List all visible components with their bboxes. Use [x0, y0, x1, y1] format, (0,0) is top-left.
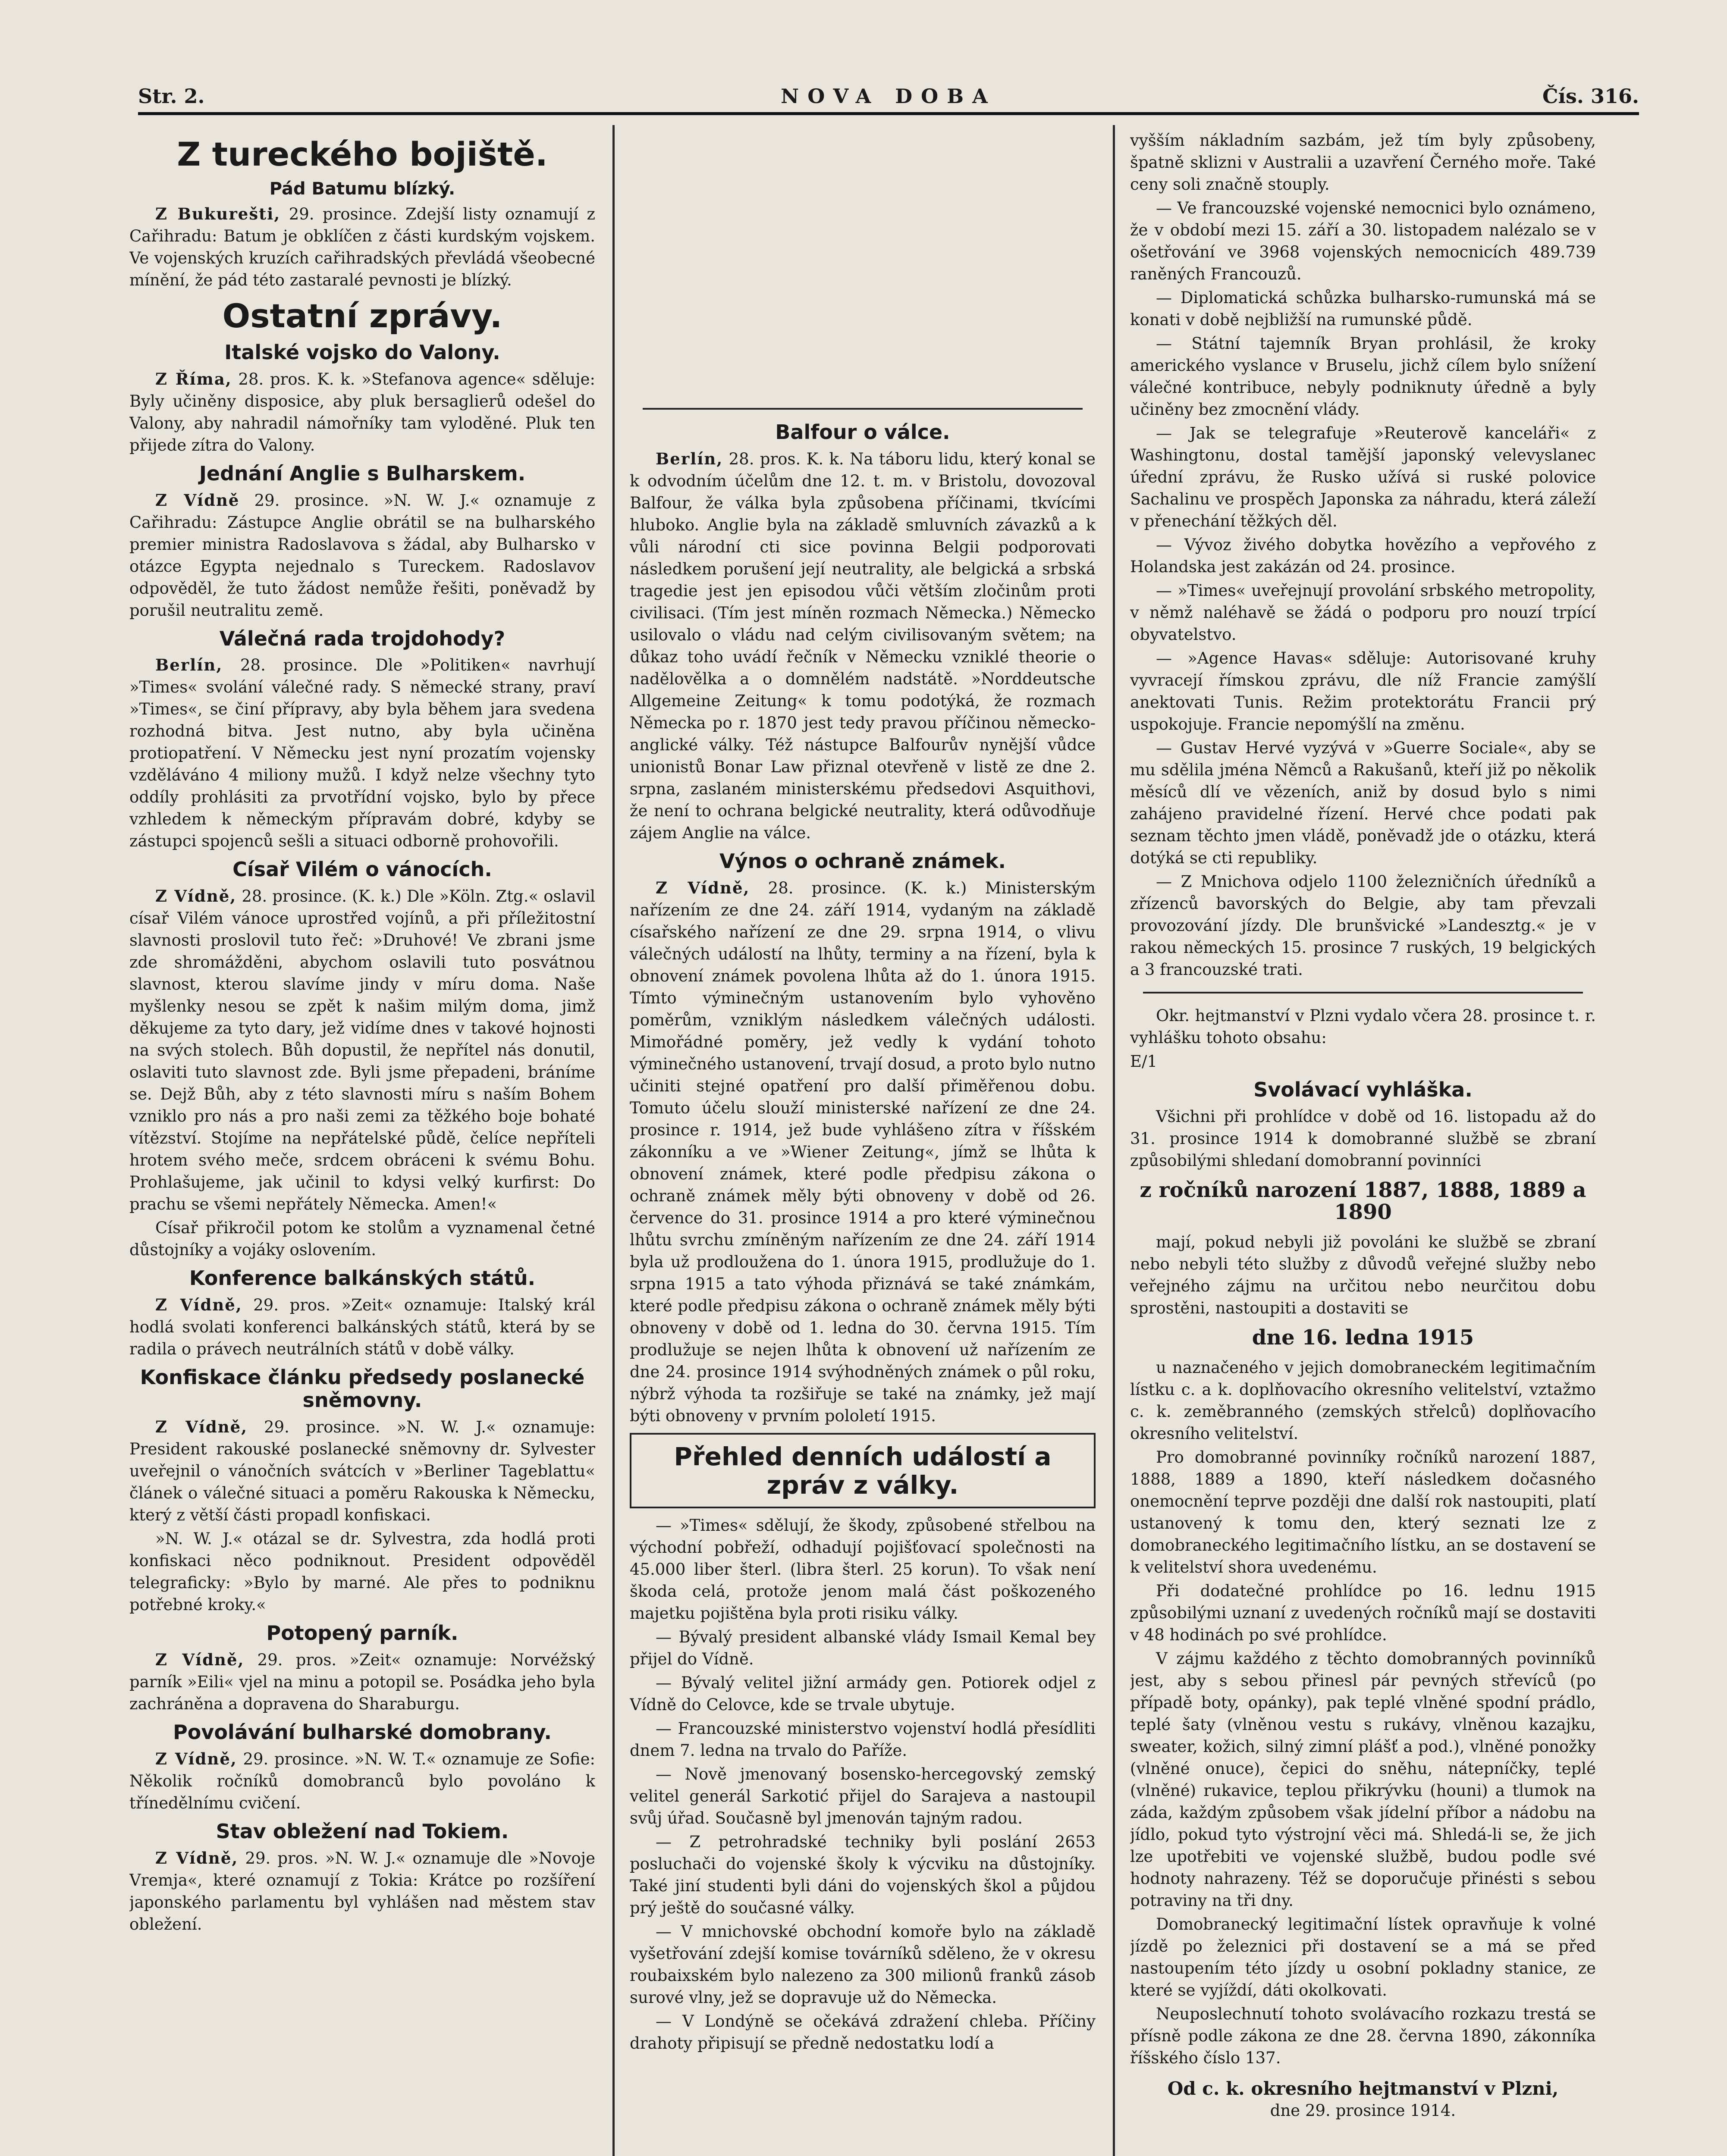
page-number: Str. 2.	[138, 85, 205, 108]
list-item: — V Londýně se očekává zdražení chleba. Příčiny drahoty připisují se předně nedostatku lodí a	[630, 2012, 1096, 2053]
article-title: Povolávání bulharské domobrany.	[173, 1720, 552, 1744]
article-trademarks	[630, 850, 1096, 1427]
section-title: Ostatní zprávy.	[222, 297, 502, 335]
daily-overview-continued	[1130, 129, 1596, 981]
notice-body: Všichni při prohlídce v době od 16. listopadu až do 31. prosince 1914 k domobranné službě se zbraní způsobilými shledaní domobranní povinníci	[1130, 1107, 1596, 1170]
list-item: — »Times« sdělují, že škody, způsobené střelbou na východní pobřeží, odhadují pojišťovací společnosti na 45.000 liber šterl. (libra šterl. 25 korun). To však není škoda celá, protože jenom malá část poškozeného majetku pojištěna byla proti risiku války.	[630, 1516, 1096, 1623]
article-title: Císař Vilém o vánocích.	[232, 858, 492, 881]
list-item: — Z Mnichova odjelo 1100 železničních úředníků a zřízenců bavorských do Belgie, aby tam převzali provozování jízdy. Dle brunšvické »Landesztg.« je v rakou německých 15. prosince 7 ruských, 19 belgických a 3 francouzské trati.	[1130, 872, 1596, 979]
notice-body: mají, pokud nebyli již povoláni ke službě se zbraní nebo nebyli této služby z důvodů veřejné služby nebo veřejného zájmu na určitou nebo neurčitou dobu sprostěni, nastoupiti a dostaviti se	[1130, 1232, 1596, 1317]
article-body: Z Vídně, 29. pros. »Zeit« oznamuje: Norvéžský parník »Eili« vjel na minu a potopil se. Posádka jeho byla zachráněna a dopravena do Sharaburgu.	[129, 1650, 595, 1713]
list-item: vyšším nákladním sazbám, jež tím byly způsobeny, špatně sklizni v Australii a uzavření Černého moře. Také ceny soli značně stouply.	[1130, 131, 1596, 194]
list-item: — Ve francouzské vojenské nemocnici bylo oznámeno, že v období mezi 15. září a 30. listopadem nalézalo se v ošetřování ve 3968 vojenských nemocnicích 489.739 raněných Francouzů.	[1130, 199, 1596, 283]
notice-signature-date: dne 29. prosince 1914.	[1270, 2101, 1456, 2120]
mobilization-notice	[1130, 1005, 1596, 2122]
article-subtitle: Pád Batumu blízký.	[269, 179, 455, 199]
article-title: Potopený parník.	[266, 1621, 458, 1645]
article-england-bulgaria	[129, 462, 595, 621]
article-italian-army	[129, 341, 595, 456]
article-body: Z Vídně, 29. prosince. »N. W. T.« oznamuje ze Sofie: Několik ročníků domobranců bylo povoláno k třínedělnímu cvičení.	[129, 1749, 595, 1812]
daily-overview-heading	[630, 1433, 1096, 1508]
divider	[643, 408, 1083, 410]
list-item: — Z petrohradské techniky byli poslání 2653 posluchači do vojenské školy k výcviku na důstojníky. Také jiní studenti byli dáni do vojenských škol a půjdou prý ještě do současné války.	[630, 1833, 1096, 1918]
newspaper-title: NOVA DOBA	[781, 85, 996, 108]
notice-signature: Od c. k. okresního hejtmanství v Plzni,	[1167, 2078, 1559, 2099]
ad-space	[630, 129, 1096, 397]
section-title: Přehled denních událostí a zpráv z války.	[674, 1442, 1052, 1500]
list-item: — Jak se telegrafuje »Reuterově kanceláři« z Washingtonu, dostal tamější japonský velevyslanec úřední zprávu, že Rusko užívá si ruské polovice Sachalinu ve prospěch Japonska za náhradu, která záleží v přenechání těžkých děl.	[1130, 424, 1596, 530]
page-header	[138, 82, 1639, 115]
article-bulgarian-reserves	[129, 1721, 595, 1814]
article-body: Z Bukurešti, 29. prosince. Zdejší listy oznamují z Cařihradu: Batum je obklíčen z části kurdským vojskem. Ve vojenských kruzích cařihradských převládá všeobecné mínění, že pád této zastaralé pevnosti je blízký.	[129, 204, 595, 290]
list-item: — Bývalý president albanské vlády Ismail Kemal bey přijel do Vídně.	[630, 1628, 1096, 1669]
article-body: Z Říma, 28. pros. K. k. »Stefanova agence« sděluje: Byly učiněny disposice, aby pluk bersaglierů odešel do Valony, aby nahradil námořníky tam vyloděné. Pluk ten přijede zítra do Valony.	[129, 369, 595, 454]
article-body: Berlín, 28. pros. K. k. Na táboru lidu, který konal se k odvodním účelům dne 12. t. m. v Bristolu, dovozoval Balfour, že válka byla způsobena příčinami, tkvícími hluboko. Anglie byla na základě smluvních závazků a k vůli národní cti sice povinna Belgii podporovati následkem porušení její neutrality, ale belgická a srbská tragedie jest jen episodou vůči větším zločinům proti civilisaci. (Tím jest míněn rozmach Německa.) Německo usilovalo o vládu nad celým civilisovaným světem; na důkaz toho uvádí řečník v Německu vzniklé theorie o nadělovělka a o domnělém nadstátě. »Norddeutsche Allgemeine Zeitung« k tomu podotýká, že rozmach Německa po r. 1870 jest tedy pravou příčinou německo-anglické války. Též nástupce Balfourův nynější vůdce unionistů Bonar Law přiznal otevřeně v listě ze dne 2. srpna, zaslaném ministerskému předsedovi Asquithovi, že není to ochrana belgické neutrality, která odůvodňuje zájem Anglie na válce.	[630, 449, 1096, 842]
article-balfour	[630, 421, 1096, 844]
notice-title: Svolávací vyhláška.	[1253, 1078, 1473, 1101]
divider	[1143, 992, 1583, 993]
list-item: — Státní tajemník Bryan prohlásil, že kroky amerického vyslance v Bruselu, jichž cílem bylo snížení válečné kontribuce, nebyly podniknuty úředně a byly učiněny bez zmocnění vlády.	[1130, 334, 1596, 419]
column-rule	[1113, 125, 1115, 2156]
article-title: Balfour o válce.	[775, 420, 950, 444]
notice-date: dne 16. ledna 1915	[1252, 1325, 1474, 1350]
article-title: Konfiskace článku předsedy poslanecké sněmovny.	[140, 1366, 585, 1412]
list-item: — Francouzské ministerstvo vojenství hodlá přesídliti dnem 7. ledna na trvalo do Paříže.	[630, 1719, 1096, 1760]
notice-body: Domobranecký legitimační lístek opravňuje k volné jízdě po železnici při dostavení se a má se před nastoupením této jízdy u osobní pokladny stanice, ze které se vyjíždí, dáti okolkovati.	[1130, 1915, 1596, 1999]
article-title: Výnos o ochraně známek.	[719, 849, 1006, 873]
article-body: Z Vídně, 29. pros. »Zeit« oznamuje: Italský král hodlá svolati konferenci balkánských států, která by se radila o právech neutrálních států v době války.	[129, 1295, 595, 1359]
article-turkish-front	[129, 135, 595, 291]
column-1	[129, 129, 595, 2156]
column-rule	[612, 125, 615, 2156]
article-body: Z Vídně, 28. prosince. (K. k.) Ministerským nařízením ze dne 24. září 1914, vydaným na základě císařského nařízení ze dne 29. srpna 1914, o vlivu válečných událostí na lhůty, terminy a na řízení, byla k obnovení známek povolena lhůta až do 1. února 1915. Tímto výminečným ustanovením bylo vyhověno poměrům, vzniklým následkem válečných události. Mimořádné poměry, jež vedly k vydání tohoto výminečného ustanovení, trvají dosud, a proto bylo nutno učiniti stejné opatření pro další přiměřenou dobu. Tomuto účelu slouží ministerské nařízení ze dne 24. prosince r. 1914, jež bude vyhlášeno zítra v říšském zákonníku a ve »Wiener Zeitung«, jímž se lhůta k obnovení známek, které podle předpisu zákona o ochraně známek měly býti obnoveny v době od 26. července do 31. prosince 1914 a pro které výminečnou lhůtu svrchu zmíněným nařízením ze dne 24. září 1914 byla už prodloužena do 1. února 1915, prodlužuje do 1. srpna 1915 a tato výhoda přiznává se také známkám, které podle předpisu zákona o ochraně známek měly býti obnoveny v době od 1. ledna do 30. června 1915. Tím prodlužuje se nejen lhůta k obnovení už nařízením ze dne 24. prosince 1914 svýhodněných známek o půl roku, nýbrž výhoda ta rozšiřuje se také na známky, jež mají býti obnoveny v prvním pololetí 1915.	[630, 878, 1096, 1425]
article-title: Italské vojsko do Valony.	[224, 340, 500, 364]
article-balkan-conference	[129, 1267, 595, 1360]
notice-body: Při dodatečné prohlídce po 16. lednu 1915 způsobilými uznaní z uvedených ročníků mají se dostaviti v 48 hodinách po své prohlídce.	[1130, 1581, 1596, 1644]
notice-intro: Okr. hejtmanství v Plzni vydalo včera 28. prosince t. r. vyhlášku tohoto obsahu:	[1130, 1006, 1596, 1047]
list-item: — »Agence Havas« sděluje: Autorisované kruhy vyvracejí římskou zprávu, dle níž Francie zamýšlí anektovati Tunis. Režim protektorátu Francii prý uspokojuje. Francie nepomýšlí na změnu.	[1130, 649, 1596, 733]
article-title: Stav obležení nad Tokiem.	[216, 1819, 509, 1843]
article-body: »N. W. J.« otázal se dr. Sylvestra, zda hodlá proti konfiskaci něco podniknout. President odpověděl telegraficky: »Bylo by marné. Ale přes to podniknu potřebné kroky.«	[129, 1529, 595, 1614]
article-title: Konference balkánských států.	[189, 1266, 536, 1290]
notice-years: z ročníků narození 1887, 1888, 1889 a 1890	[1140, 1178, 1586, 1224]
article-body: Z Vídně, 29. pros. »N. W. J.« oznamuje dle »Novoje Vremja«, které oznamují z Tokia: Krátce po rozšíření japonského parlamentu byl vyhlášen nad městem stav obležení.	[129, 1848, 595, 1934]
list-item: — V mnichovské obchodní komoře bylo na základě vyšetřování zdejší komise továrníků sděleno, že v okresu roubaixském bylo nalezeno za 300 milionů franků zásob surové vlny, jež se dopravuje už do Německa.	[630, 1922, 1096, 2007]
list-item: — Bývalý velitel jižní armády gen. Potiorek odjel z Vídně do Celovce, kde se trvale ubytuje.	[630, 1673, 1096, 1714]
issue-number: Čís. 316.	[1542, 85, 1639, 108]
article-sunk-steamer	[129, 1622, 595, 1715]
list-item: — Gustav Hervé vyzývá v »Guerre Sociale«, aby se mu sdělila jména Němců a Rakušanů, kteří již po několik měsíců dlí ve vězeních, aniž by dosud bylo s nimi zahájeno pravidelné řízení. Hervé chce podati pak seznam těchto jmen vládě, poněvadž jde o otázku, která dotýká se cti republiky.	[1130, 739, 1596, 867]
notice-reference: E/1	[1130, 1052, 1158, 1071]
notice-body: V zájmu každého z těchto domobranných povinníků jest, aby s sebou přinesl pár pevných střevíců (po případě boty, opánky), pak teplé vlněné spodní prádlo, teplé šaty (vlněnou vestu s rukávy, vlněnou kazajku, sweater, kožich, silný zimní plášť a pod.), vlněné ponožky (vlněné onuce), čepici do sněhu, nátepníčky, teplé (vlněné) rukavice, teplou přikrývku (houni) a tlumok na záda, každým způsobem však jídelní příbor a nádobu na jídlo, pokud tyto výstrojní věci má. Shledá-li se, že jich lze upotřebiti ve vojenské službě, budou podle své hodnoty nahrazeny. Též se doporučuje přinésti s sebou potraviny na tři dny.	[1130, 1649, 1596, 1910]
column-2	[630, 129, 1096, 2156]
notice-body: Pro domobranné povinníky ročníků narození 1887, 1888, 1889 a 1890, kteří následkem dočasného onemocnění teprve později dne další rok nastoupiti, platí ustanovený k tomu den, který seznati lze z domobraneckého legitimačního lístku, an se dostavení se k velitelství shora uvedenému.	[1130, 1448, 1596, 1576]
article-body: Císař přikročil potom ke stolům a vyznamenal četné důstojníky a vojáky oslovením.	[129, 1219, 595, 1260]
article-title: Z tureckého bojiště.	[177, 135, 548, 173]
notice-body: Neuposlechnutí tohoto svolávacího rozkazu trestá se přísně podle zákona ze dne 28. června 1890, zákonníka říšského číslo 137.	[1130, 2004, 1596, 2067]
article-title: Válečná rada trojdohody?	[219, 627, 506, 650]
article-war-council	[129, 627, 595, 852]
article-title: Jednání Anglie s Bulharskem.	[199, 461, 526, 485]
article-confiscation	[129, 1366, 595, 1616]
list-item: — Vývoz živého dobytka hovězího a vepřového z Holandska jest zakázán od 24. prosince.	[1130, 536, 1596, 576]
article-body: Berlín, 28. prosince. Dle »Politiken« navrhují »Times« svolání válečné rady. S německé strany, praví »Times«, se činí přípravy, aby byla během jara svedena rozhodná bitva. Jest nutno, aby byla učiněna protiopatření. V Německu jest nyní prozatím vojensky vzděláváno 4 miliony mužů. I když nelze všechny tyto oddíly prohlásiti za prvotřídní vojsko, bylo by přece vzhledem k německým přípravám dobré, kdyby se zástupci spojenců sešli a situaci odborně prohovořili.	[129, 655, 595, 851]
list-item: — Nově jmenovaný bosensko-hercegovský zemský velitel generál Sarkotić přijel do Sarajeva a nastoupil svůj úřad. Současně byl jmenován tajným radou.	[630, 1765, 1096, 1828]
article-body: Z Vídně, 29. prosince. »N. W. J.« oznamuje: President rakouské poslanecké sněmovny dr. Sylvester uveřejnil o vánočních svátcích v »Berliner Tageblattu« článek o válečné situaci a poměru Rakouska k Německu, který z větší části propadl konfiskaci.	[129, 1417, 595, 1525]
list-item: — »Times« uveřejnují provolání srbského metropolity, v němž naléhavě se žádá o podporu pro nouzí trpící obyvatelstvo.	[1130, 581, 1596, 644]
article-tokyo-siege	[129, 1820, 595, 1935]
notice-body: u naznačeného v jejich domobraneckém legitimačním lístku c. a k. doplňovacího okresního velitelství, vztažmo c. k. zeměbranného (zemských střelců) doplňovacího okresního velitelství.	[1130, 1358, 1596, 1443]
list-item: — Diplomatická schůzka bulharsko-rumunská má se konati v době nejbližší na rumunské půdě.	[1130, 288, 1596, 329]
article-emperor-wilhelm	[129, 858, 595, 1261]
article-body: Z Vídně 29. prosince. »N. W. J.« oznamuje z Cařihradu: Zástupce Anglie obrátil se na bulharského premier ministra Radoslavova s žádal, aby Bulharsko v otázce Egypta nejednalo s Tureckem. Radoslavov odpověděl, že tuto žádost nemůže řešiti, poněvadž by porušil neutralitu země.	[129, 490, 595, 620]
article-body: Z Vídně, 28. prosince. (K. k.) Dle »Köln. Ztg.« oslavil císař Vilém vánoce uprostřed vojínů, a při příležitostní slavnosti proslovil tuto řeč: »Druhové! Ve zbrani jsme zde shromážděni, abychom oslavili tuto posvátnou slavnost, kterou slavíme jindy v míru doma. Naše myšlenky nesou se zpět k našim milým doma, jimž děkujeme za tyto dary, jež vidíme dnes v takové hojnosti na svých stolech. Bůh dopustil, že nepřítel nás donutil, oslaviti tuto slavnost zde. Byli jsme přepadeni, bráníme se. Dejž Bůh, aby z této slavnosti míru s naším Bohem vzniklo pro nás a pro naši zemi za těžkého boje bohaté vítězství. Stojíme na nepřátelské půdě, čelíce nepříteli hrotem svého meče, srdcem obráceni k svému Bohu. Prohlašujeme, jak učinil to kdysi velký kurfirst: Do prachu se všemi nepřátely Německa. Amen!«	[129, 887, 595, 1214]
daily-overview-list	[630, 1514, 1096, 2054]
column-3	[1130, 129, 1596, 2156]
